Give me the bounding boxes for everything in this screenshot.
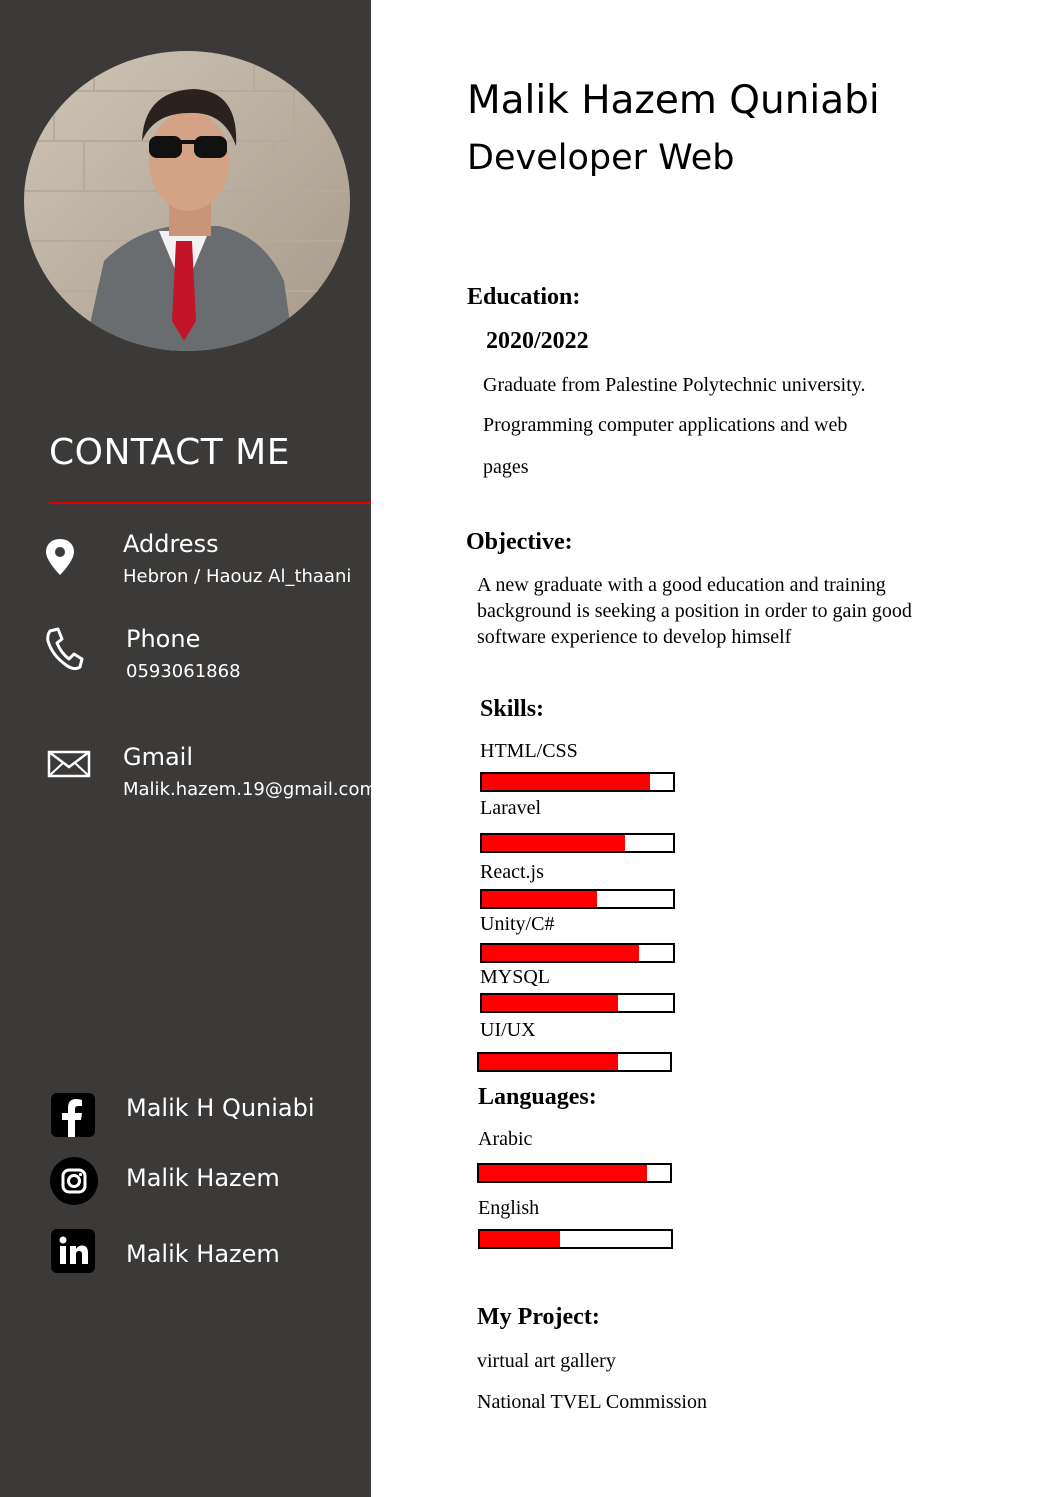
address-label: Address	[123, 530, 219, 558]
facebook-icon[interactable]	[51, 1093, 95, 1141]
job-title: Developer Web	[467, 138, 735, 178]
skills-heading: Skills:	[480, 696, 545, 722]
instagram-link[interactable]: Malik Hazem	[126, 1164, 280, 1192]
sidebar	[0, 0, 377, 1497]
project-item: National TVEL Commission	[477, 1391, 707, 1413]
education-heading: Education:	[467, 284, 581, 310]
projects-heading: My Project:	[477, 1304, 600, 1330]
skill-name: MYSQL	[480, 966, 551, 988]
phone-icon	[44, 627, 84, 675]
skill-bar-fill	[482, 774, 650, 790]
phone-label: Phone	[126, 625, 201, 653]
skill-bar-fill	[482, 835, 625, 851]
language-bar-fill	[479, 1165, 647, 1181]
skill-name: Laravel	[480, 797, 542, 819]
language-bar	[478, 1229, 673, 1249]
skill-bar	[480, 833, 675, 853]
skill-name: React.js	[480, 861, 544, 883]
education-line: Graduate from Palestine Polytechnic university.	[483, 374, 866, 396]
skill-bar	[477, 1052, 672, 1072]
skill-bar	[480, 993, 675, 1013]
objective-text: A new graduate with a good education and training background is seeking a position in order to gain good software experience to develop himself	[477, 574, 912, 648]
skill-bar-fill	[482, 995, 618, 1011]
skill-bar-fill	[479, 1054, 618, 1070]
facebook-link[interactable]: Malik H Quniabi	[126, 1094, 315, 1122]
skill-name: HTML/CSS	[480, 740, 578, 762]
linkedin-link[interactable]: Malik Hazem	[126, 1240, 280, 1268]
envelope-icon	[47, 750, 91, 782]
education-years: 2020/2022	[486, 328, 589, 354]
skill-bar-fill	[482, 891, 597, 907]
linkedin-icon[interactable]	[51, 1229, 95, 1277]
skill-bar-fill	[482, 945, 639, 961]
language-name: Arabic	[478, 1128, 533, 1150]
language-bar	[477, 1163, 672, 1183]
skill-name: UI/UX	[480, 1019, 536, 1041]
skill-bar	[480, 889, 675, 909]
language-name: English	[478, 1197, 540, 1219]
language-bar-fill	[480, 1231, 560, 1247]
education-line: pages	[483, 456, 529, 478]
gmail-label: Gmail	[123, 743, 194, 771]
project-item: virtual art gallery	[477, 1350, 616, 1372]
address-value: Hebron / Haouz Al_thaani	[123, 566, 352, 587]
languages-heading: Languages:	[478, 1084, 597, 1110]
education-line: Programming computer applications and web	[483, 414, 848, 436]
objective-heading: Objective:	[466, 529, 573, 555]
instagram-icon[interactable]	[50, 1157, 98, 1209]
full-name: Malik Hazem Quniabi	[467, 78, 880, 123]
skill-name: Unity/C#	[480, 913, 555, 935]
profile-photo	[24, 51, 350, 351]
contact-title: CONTACT ME	[49, 432, 290, 473]
map-pin-icon	[43, 537, 77, 581]
gmail-value[interactable]: Malik.hazem.19@gmail.com	[123, 779, 377, 800]
phone-value: 0593061868	[126, 661, 241, 682]
contact-divider	[49, 502, 371, 504]
skill-bar	[480, 943, 675, 963]
skill-bar	[480, 772, 675, 792]
